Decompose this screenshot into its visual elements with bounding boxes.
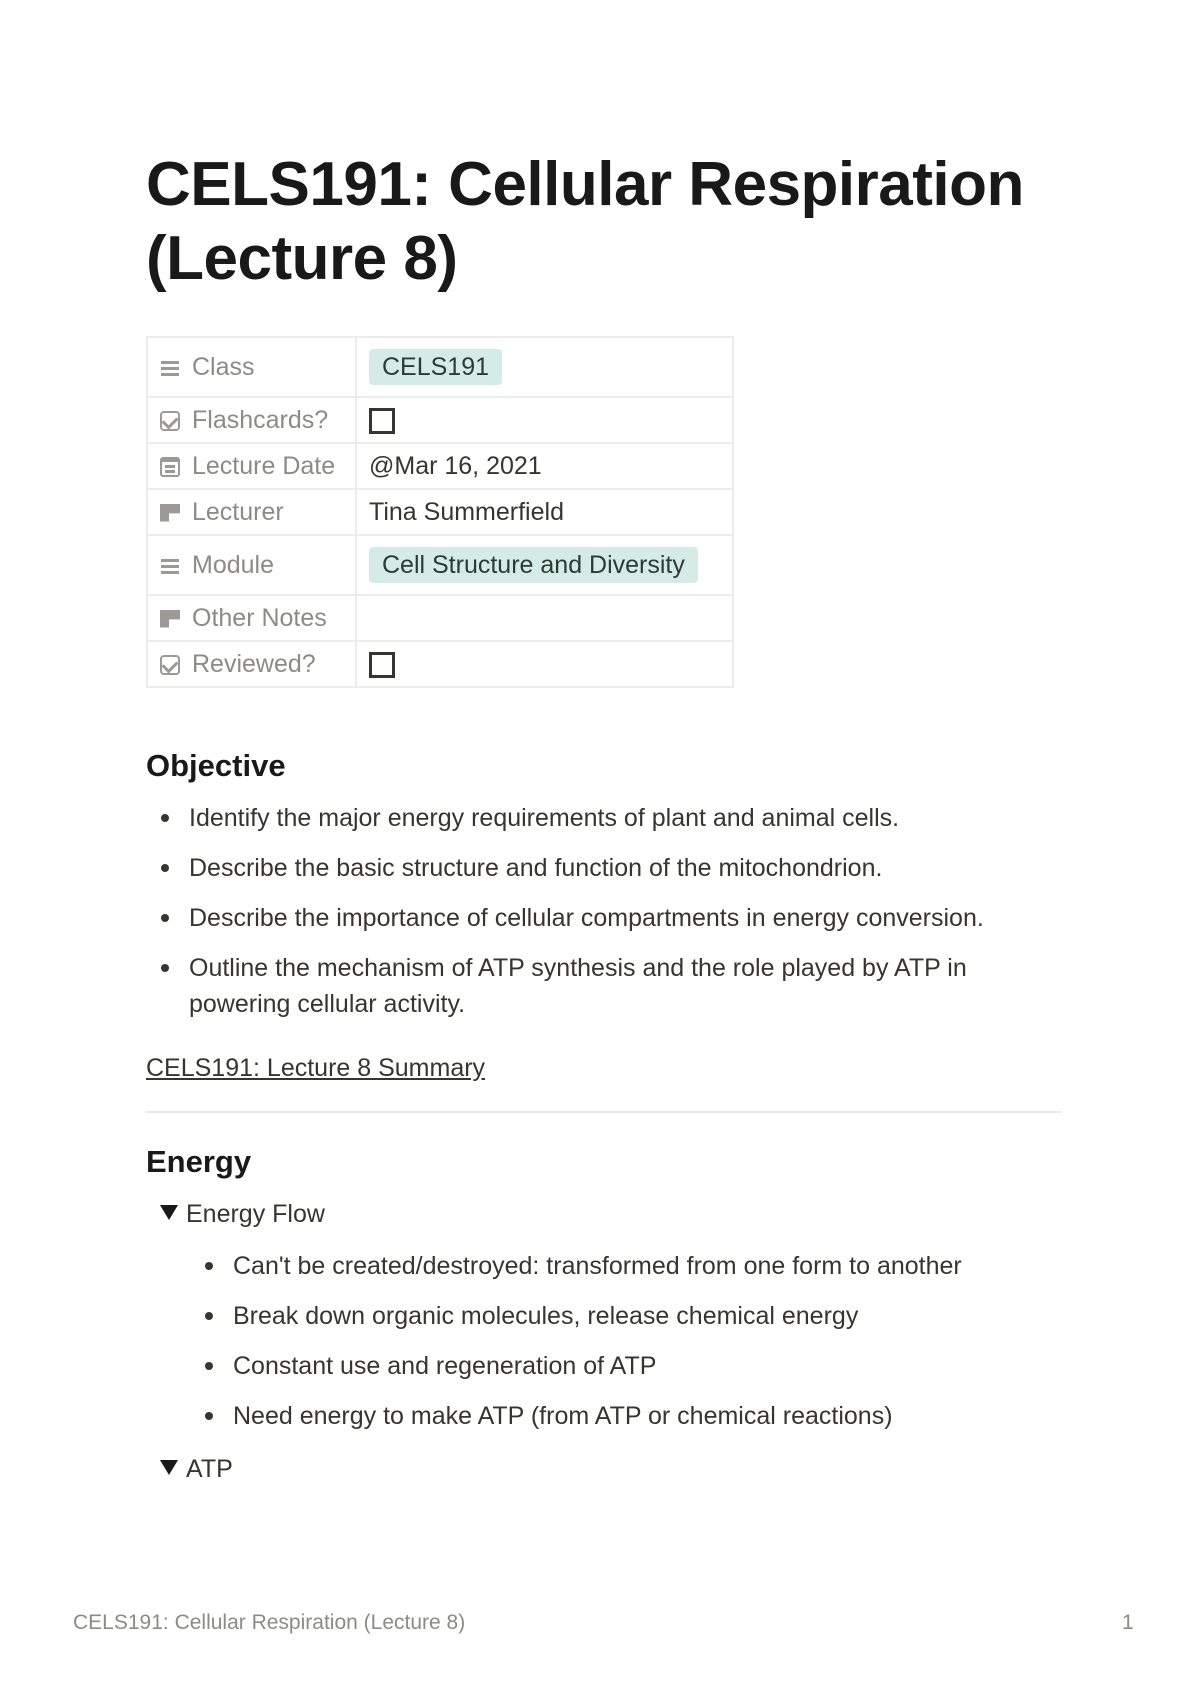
property-value[interactable]: Tina Summerfield <box>356 489 733 535</box>
property-row-other-notes <box>147 595 733 641</box>
property-value[interactable] <box>356 535 733 595</box>
triangle-down-icon[interactable] <box>160 1205 178 1220</box>
list-item: Can't be created/destroyed: transformed from one form to another <box>233 1248 1063 1284</box>
property-row-lecturer <box>147 489 733 535</box>
properties-table <box>146 336 734 688</box>
list-item: Break down organic molecules, release chemical energy <box>233 1298 1063 1334</box>
list-item: Identify the major energy requirements of plant and animal cells. <box>189 800 1059 836</box>
divider <box>146 1111 1061 1113</box>
objective-heading: Objective <box>146 748 286 783</box>
summary-link[interactable]: CELS191: Lecture 8 Summary <box>146 1054 486 1082</box>
calendar-icon <box>160 457 180 477</box>
reviewed-checkbox[interactable] <box>369 652 395 678</box>
property-label: Lecture Date <box>147 443 356 489</box>
property-label: Module <box>147 535 356 595</box>
bullet-icon <box>161 914 169 922</box>
property-value <box>356 397 733 443</box>
toggle-energy-flow[interactable]: Energy Flow <box>160 1196 325 1232</box>
list-item: Outline the mechanism of ATP synthesis and the role played by ATP in powering cellular activity. <box>189 950 1059 1022</box>
bullet-icon <box>161 814 169 822</box>
bullet-icon <box>205 1262 213 1270</box>
bullet-icon <box>205 1312 213 1320</box>
property-label: Reviewed? <box>147 641 356 687</box>
toggle-atp[interactable]: ATP <box>160 1451 233 1487</box>
property-row-lecture-date <box>147 443 733 489</box>
text-icon <box>160 503 180 523</box>
list-item: Need energy to make ATP (from ATP or chemical reactions) <box>233 1398 1063 1434</box>
objective-list <box>189 800 1059 1036</box>
energy-flow-list <box>233 1248 1063 1448</box>
energy-heading: Energy <box>146 1144 252 1179</box>
property-row-reviewed <box>147 641 733 687</box>
list-item: Describe the basic structure and function of the mitochondrion. <box>189 850 1059 886</box>
flashcards-checkbox[interactable] <box>369 408 395 434</box>
page-title: CELS191: Cellular Respiration (Lecture 8) <box>146 150 1024 293</box>
class-tag[interactable]: CELS191 <box>369 349 502 385</box>
page-number: 1 <box>1122 1611 1134 1634</box>
property-row-flashcards <box>147 397 733 443</box>
property-value[interactable] <box>356 595 733 641</box>
property-label: Other Notes <box>147 595 356 641</box>
property-label: Class <box>147 337 356 397</box>
list-icon <box>160 358 180 378</box>
bullet-icon <box>205 1412 213 1420</box>
list-item: Describe the importance of cellular compartments in energy conversion. <box>189 900 1059 936</box>
text-icon <box>160 609 180 629</box>
bullet-icon <box>161 864 169 872</box>
checkbox-icon <box>160 655 180 675</box>
property-value <box>356 641 733 687</box>
checkbox-icon <box>160 411 180 431</box>
module-tag[interactable]: Cell Structure and Diversity <box>369 547 698 583</box>
list-item: Constant use and regeneration of ATP <box>233 1348 1063 1384</box>
property-label: Flashcards? <box>147 397 356 443</box>
property-value[interactable] <box>356 337 733 397</box>
triangle-down-icon[interactable] <box>160 1460 178 1475</box>
list-icon <box>160 556 180 576</box>
bullet-icon <box>161 964 169 972</box>
property-label: Lecturer <box>147 489 356 535</box>
property-row-class <box>147 337 733 397</box>
bullet-icon <box>205 1362 213 1370</box>
property-row-module <box>147 535 733 595</box>
property-value[interactable]: @Mar 16, 2021 <box>356 443 733 489</box>
footer-title: CELS191: Cellular Respiration (Lecture 8) <box>73 1611 466 1634</box>
